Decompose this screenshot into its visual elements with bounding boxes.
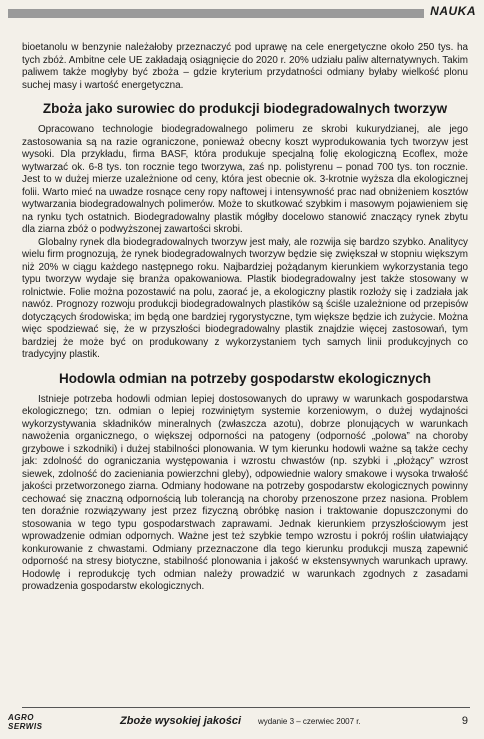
page-number: 9 — [461, 715, 468, 727]
page-footer — [0, 707, 484, 739]
article-body — [22, 42, 468, 594]
page-header — [0, 0, 484, 22]
logo-line-2: SERWIS — [8, 722, 43, 731]
logo-line-1: AGRO — [8, 713, 34, 722]
edition-info: wydanie 3 – czerwiec 2007 r. — [258, 717, 361, 726]
publication-title: Zboże wysokiej jakości — [120, 715, 242, 727]
intro-paragraph: bioetanolu w benzynie należałoby przeznaczyć pod uprawę na cele energetyczne około 250 tys. ha tych zbóż. Ambitne cele UE zakładają osiągnięcie do 2020 r. 20% udziału paliw alternatywnych. Takim paliwem także mogłyby być zboża – gdzie kryterium przydatności odmiany byłaby wielkość plonu suchej masy i wartość energetyczna. — [22, 42, 468, 91]
section2-paragraph-1: Istnieje potrzeba hodowli odmian lepiej dostosowanych do uprawy w warunkach gospodarstwa ekologicznego; tzn. odmian o lepiej rozwiniętym systemie korzeniowym, o dużej wydajności wykorzystywania składników mineralnych (zwłaszcza azotu), dobrze plonujących w warunkach nawożenia organicznego, o większej odporności na patogeny (odporność „polowa” na choroby grzybowe i szkodniki) i dużej stabilności plonowania. W tym kierunku hodowli ważne są także cechy jak: zdolność do ograniczania występowania i wzrostu chwastów (np. szybki i „płożący” wzrost siewek, zdolność do zacieniania powierzchni gleby), odpowiednie walory smakowe i wysoka trwałość jakości przetworzonego ziarna. Odmiany hodowane na potrzeby gospodarstw ekologicznych powinny cechować się znaczną odpornością lub tolerancją na choroby przenoszone przez nasiona. Problem ten doraźnie rozwiązywany jest przez fizyczną obróbkę nasion i traktowanie dopuszczonymi do stosowania w tego typu gospodarstwach zaprawami. Jednak kierunkiem przyszłościowym jest wprowadzenie odmian odpornych. Ważne jest też szybkie tempo wzrostu i pokrój roślin ułatwiający konkurowanie z chwastami. Odmiany przeznaczone dla tego kierunku produkcji muszą zapewnić odporność na stresy biotyczne, stabilność plonowania i jakość w ekstensywnych warunkach uprawy. Hodowlę i reprodukcję tych odmian należy prowadzić w warunkach zgodnych z zasadami prowadzenia gospodarstw ekologicznych. — [22, 393, 468, 592]
section1-paragraph-2: Globalny rynek dla biodegradowalnych tworzyw jest mały, ale rozwija się bardzo szybko. Analitycy wielu firm prognozują, że rynek biodegradowalnych tworzyw będzie się zwiększał w stopniu większym niż 20% w ciągu każdego następnego roku. Najbardziej pożądanym kierunkiem wykorzystania tego typu tworzyw wydaje się branża opakowaniowa. Plastik biodegradowalny jest także stosowany w rolnictwie. Folie można pozostawić na polu, zaorać je, a ekologiczny plastik rozłoży się i zadziała jak nawóz. Prognozy rozwoju produkcji biodegradowalnych plastików są ściśle uzależnione od przepisów dotyczących środowiska; im będą one bardziej rygorystyczne, tym większe będzie ich zużycie. Można więc spodziewać się, że w przyszłości biodegradowalny plastik znajdzie więcej zastosowań, tym bardziej że może być on produkowany z wykorzystaniem tych samych linii produkcyjnych co tradycyjny plastik. — [22, 236, 468, 360]
section-label: NAUKA — [430, 4, 476, 18]
header-bar — [8, 9, 424, 18]
agroserwis-logo — [8, 713, 42, 731]
section2-heading: Hodowla odmian na potrzeby gospodarstw ekologicznych — [58, 370, 432, 386]
section1-paragraph-1: Opracowano technologie biodegradowalnego polimeru ze skrobi kukurydzianej, ale jego zastosowania są na razie ograniczone, ponieważ obecny koszt wyprodukowania tych tworzyw jest wysoki. Dla przykładu, firma BASF, która produkuje specjalną folię ekologiczną Ecoflex, może wytwarzać ok. 6-8 tys. ton rocznie tego tworzywa, zaś np. polistyrenu – ponad 700 tys. ton rocznie. Jest to w dużej mierze uzależnione od ceny, która jest obecnie ok. 3-krotnie wyższa dla ekologicznej folii. Warto mieć na uwadze rosnące ceny ropy naftowej i intensywność prac nad obniżeniem kosztów wytwarzania biodegradowalnych polimerów. Może to skutkować szybkim i masowym pojawieniem się na rynku tych ostatnich. Biodegradowalny plastik mógłby docelowo stanowić znaczący rynek zbytu dla ziarna zbóż o podwyższonej zawartości skrobi. — [22, 124, 468, 235]
section1-heading: Zboża jako surowiec do produkcji biodegradowalnych tworzyw — [42, 101, 448, 116]
footer-rule — [22, 707, 470, 708]
